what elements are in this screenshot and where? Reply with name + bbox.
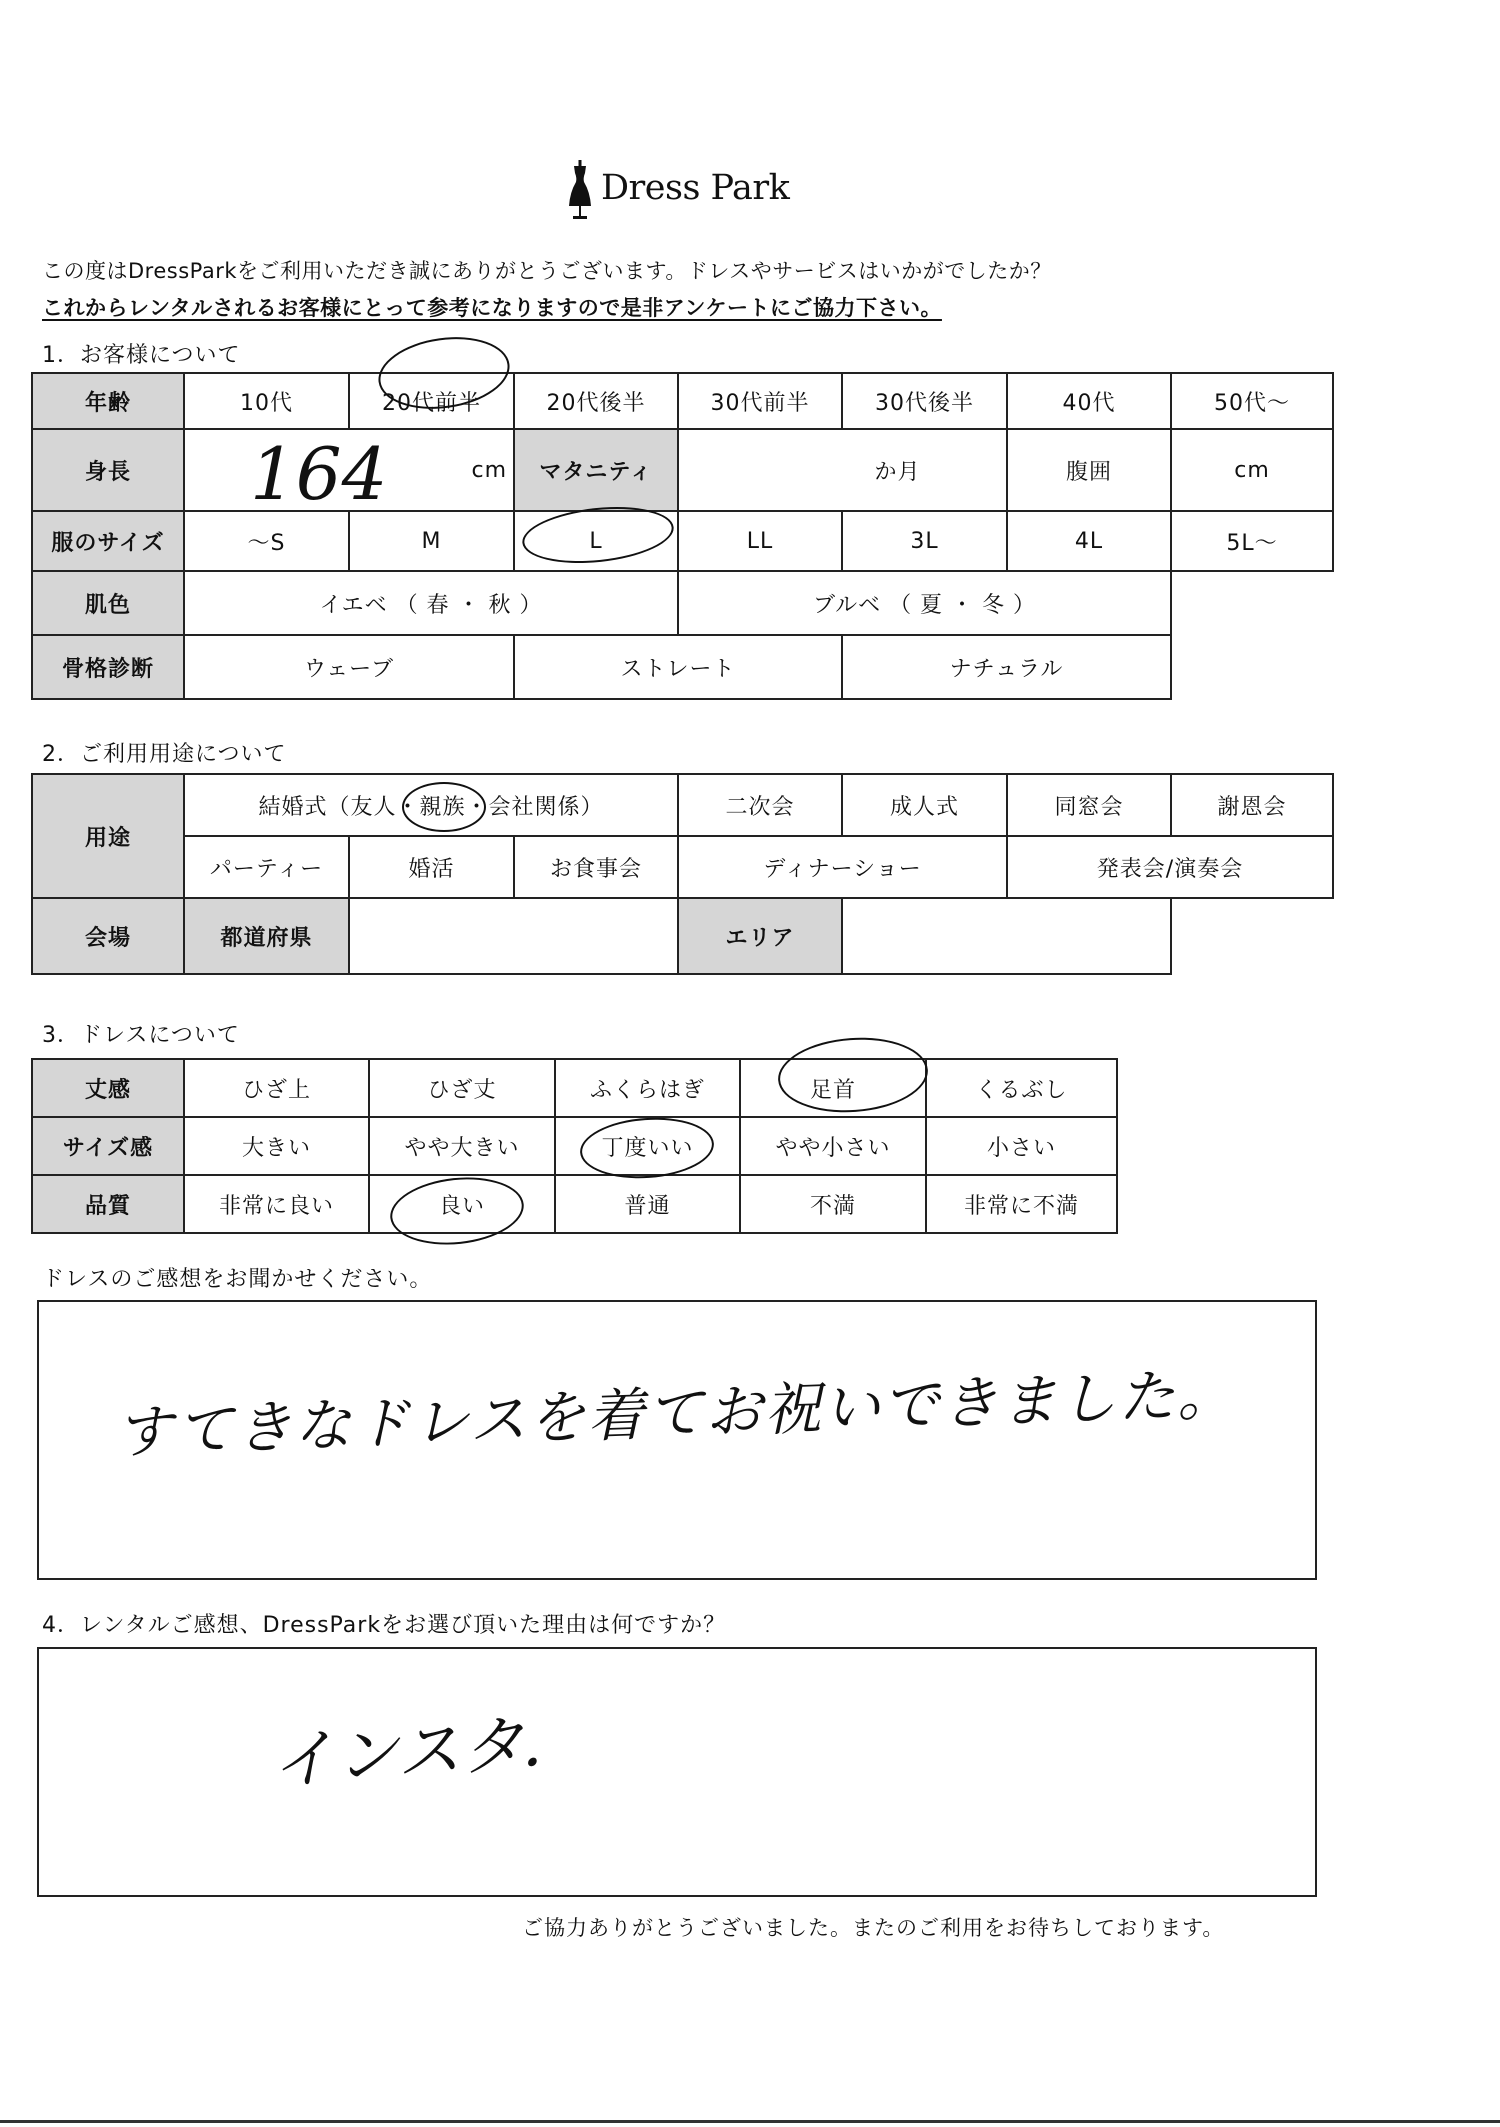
age-option-selected[interactable]: 20代前半	[349, 373, 514, 429]
quality-option[interactable]: 非常に不満	[926, 1175, 1117, 1233]
area-field[interactable]	[842, 898, 1171, 974]
reason-answer-handwritten: インスタ．	[268, 1704, 587, 1800]
size-option[interactable]: M	[349, 511, 514, 571]
purpose-row-1	[32, 774, 1333, 836]
purpose-option[interactable]: 二次会	[678, 774, 842, 836]
size-row	[32, 511, 1333, 571]
purpose-option[interactable]: お食事会	[514, 836, 678, 898]
purpose-option[interactable]: 婚活	[349, 836, 514, 898]
wedding-friend[interactable]: 友人	[350, 794, 397, 820]
purpose-option[interactable]: 同窓会	[1007, 774, 1171, 836]
wedding-sep: ・	[396, 794, 420, 820]
skin-option-blue[interactable]: ブルベ （ 夏 ・ 冬 ）	[678, 571, 1171, 635]
wedding-label: 結婚式	[258, 794, 328, 820]
length-option[interactable]: ふくらはぎ	[555, 1059, 740, 1117]
skin-label: 肌色	[32, 571, 184, 635]
frame-label: 骨格診断	[32, 635, 184, 699]
section-4-title: 4．レンタルご感想、DressParkをお選び頂いた理由は何ですか？	[42, 1613, 727, 1638]
height-value-handwritten: 164	[250, 432, 388, 516]
frame-option[interactable]: ウェーブ	[184, 635, 514, 699]
section-2-title: 2．ご利用用途について	[42, 742, 287, 767]
age-option[interactable]: 30代後半	[842, 373, 1007, 429]
quality-option-selected[interactable]: 良い	[369, 1175, 555, 1233]
fit-option-selected[interactable]: 丁度いい	[555, 1117, 740, 1175]
size-option[interactable]: ～S	[184, 511, 349, 571]
wedding-sep: ・	[465, 794, 489, 820]
venue-label: 会場	[32, 898, 184, 974]
height-label: 身長	[32, 429, 184, 511]
length-option-selected[interactable]: 足首	[740, 1059, 926, 1117]
wedding-paren-close: ）	[580, 794, 604, 820]
wedding-paren-open: （	[327, 794, 351, 820]
fit-row	[32, 1117, 1117, 1175]
purpose-option[interactable]: 成人式	[842, 774, 1007, 836]
quality-row	[32, 1175, 1117, 1233]
prefecture-field[interactable]	[349, 898, 678, 974]
size-option[interactable]: LL	[678, 511, 842, 571]
size-option[interactable]: 5L～	[1171, 511, 1333, 571]
reason-box[interactable]	[37, 1647, 1317, 1897]
fit-option[interactable]: やや大きい	[369, 1117, 555, 1175]
section-1-title: 1．お客様について	[42, 343, 241, 368]
brand-logo	[565, 160, 805, 225]
age-row	[32, 373, 1333, 429]
prefecture-label: 都道府県	[184, 898, 349, 974]
size-label: 服のサイズ	[32, 511, 184, 571]
intro-line-2: これからレンタルされるお客様にとって参考になりますので是非アンケートにご協力下さい。	[42, 296, 942, 320]
fit-label: サイズ感	[32, 1117, 184, 1175]
intro-line-1: この度はDressParkをご利用いただき誠にありがとうございます。ドレスやサービスはいかがでしたか？	[42, 259, 1052, 283]
maternity-unit: か月	[874, 459, 921, 485]
impression-prompt: ドレスのご感想をお聞かせください。	[42, 1267, 433, 1292]
age-option[interactable]: 40代	[1007, 373, 1171, 429]
purpose-option[interactable]: 謝恩会	[1171, 774, 1333, 836]
purpose-option[interactable]: パーティー	[184, 836, 349, 898]
length-row	[32, 1059, 1117, 1117]
height-row	[32, 429, 1333, 511]
purpose-row-2	[32, 836, 1333, 898]
age-label: 年齢	[32, 373, 184, 429]
purpose-table	[31, 773, 1334, 975]
area-label: エリア	[678, 898, 842, 974]
frame-option[interactable]: ストレート	[514, 635, 842, 699]
purpose-label: 用途	[32, 774, 184, 898]
logo-text: Dress Park	[601, 168, 790, 208]
length-option[interactable]: ひざ上	[184, 1059, 369, 1117]
age-option[interactable]: 10代	[184, 373, 349, 429]
length-option[interactable]: ひざ丈	[369, 1059, 555, 1117]
dress-form-icon	[565, 160, 595, 222]
length-option[interactable]: くるぶし	[926, 1059, 1117, 1117]
wedding-company[interactable]: 会社関係	[488, 794, 581, 820]
customer-table	[31, 372, 1334, 700]
scan-bottom-edge	[0, 2120, 1500, 2123]
impression-answer-handwritten: すてきなドレスを着てお祝いできました。	[114, 1361, 1237, 1467]
fit-option[interactable]: 小さい	[926, 1117, 1117, 1175]
age-option[interactable]: 50代～	[1171, 373, 1333, 429]
closing-message: ご協力ありがとうございました。またのご利用をお待ちしております。	[522, 1916, 1225, 1940]
quality-label: 品質	[32, 1175, 184, 1233]
venue-row	[32, 898, 1333, 974]
waist-unit: cm	[1234, 457, 1270, 483]
maternity-field[interactable]	[678, 429, 1007, 511]
maternity-label: マタニティ	[514, 429, 678, 511]
frame-option[interactable]: ナチュラル	[842, 635, 1171, 699]
length-label: 丈感	[32, 1059, 184, 1117]
quality-option[interactable]: 不満	[740, 1175, 926, 1233]
waist-label: 腹囲	[1007, 429, 1171, 511]
section-3-title: 3．ドレスについて	[42, 1023, 240, 1048]
purpose-option[interactable]: ディナーショー	[678, 836, 1007, 898]
frame-row	[32, 635, 1333, 699]
quality-option[interactable]: 非常に良い	[184, 1175, 369, 1233]
age-option[interactable]: 30代前半	[678, 373, 842, 429]
size-option[interactable]: 4L	[1007, 511, 1171, 571]
fit-option[interactable]: 大きい	[184, 1117, 369, 1175]
age-option[interactable]: 20代後半	[514, 373, 678, 429]
skin-option-yellow[interactable]: イエベ （ 春 ・ 秋 ）	[184, 571, 678, 635]
wedding-relatives-selected[interactable]: 親族	[419, 794, 466, 820]
height-unit: cm	[471, 457, 507, 483]
waist-field[interactable]	[1171, 429, 1333, 511]
quality-option[interactable]: 普通	[555, 1175, 740, 1233]
size-option-selected[interactable]: L	[514, 511, 678, 571]
size-option[interactable]: 3L	[842, 511, 1007, 571]
fit-option[interactable]: やや小さい	[740, 1117, 926, 1175]
dress-table	[31, 1058, 1118, 1234]
wedding-selection-circle	[402, 782, 486, 832]
skin-row	[32, 571, 1333, 635]
purpose-option[interactable]: 発表会/演奏会	[1007, 836, 1333, 898]
